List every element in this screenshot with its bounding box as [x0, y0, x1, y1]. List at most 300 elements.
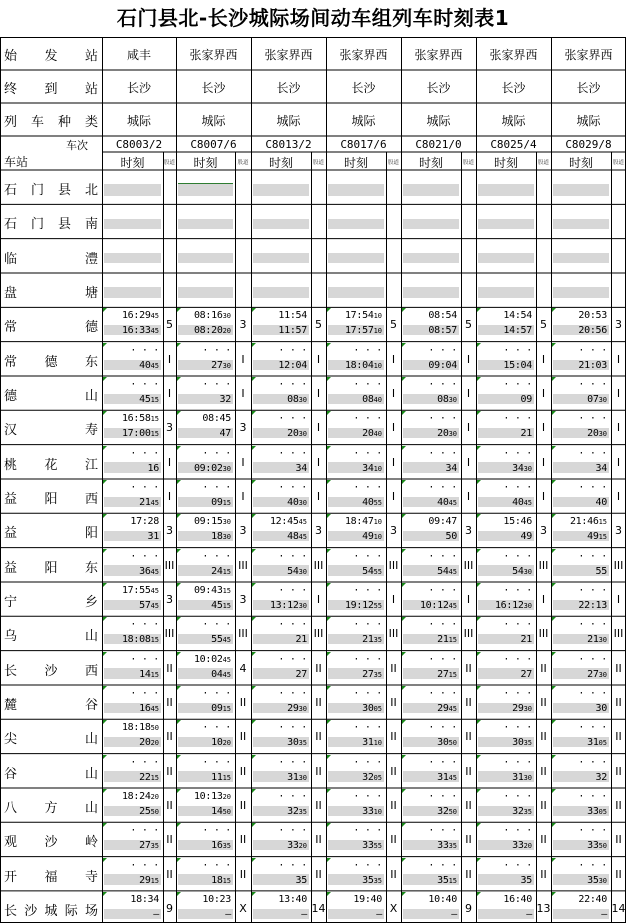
platform-number: 5 — [390, 318, 397, 332]
departure-time: — — [451, 908, 457, 920]
departure-seconds: 35 — [298, 807, 307, 816]
departure-seconds: 15 — [150, 636, 159, 645]
departure-time: 1450 — [211, 805, 231, 817]
arrival-time: · · · — [503, 687, 532, 699]
arrival-time: 08:1630 — [193, 310, 231, 322]
platform-number: I — [616, 489, 621, 503]
arrival-time: · · · — [202, 619, 231, 631]
arrival-time: · · · — [578, 619, 607, 631]
platform-number: I — [616, 421, 621, 435]
time-shade — [478, 287, 534, 297]
departure-time: 2020 — [139, 737, 159, 749]
station-char: 山 — [84, 800, 98, 816]
departure-time: 3235 — [287, 805, 307, 817]
departure-time: 2945 — [437, 702, 457, 714]
departure-time: — — [301, 908, 307, 920]
departure-time: 3320 — [287, 840, 307, 852]
station-char: 乡 — [84, 594, 98, 610]
departure-seconds: 45 — [150, 327, 159, 336]
time-shade — [478, 253, 534, 263]
departure-time: 2930 — [287, 702, 307, 714]
train-type-row-value: 城际 — [126, 114, 151, 128]
terminal-station-row-value: 长沙 — [276, 81, 301, 95]
departure-time: 2730 — [587, 668, 607, 680]
departure-seconds: 35 — [298, 739, 307, 748]
arrival-time: · · · — [353, 825, 382, 837]
departure-seconds: 50 — [448, 807, 457, 816]
train-type-row-value: 城际 — [351, 114, 376, 128]
platform-number: II — [465, 867, 472, 881]
departure-seconds: 15 — [448, 636, 457, 645]
platform-number: II — [390, 833, 397, 847]
station-char: 沙 — [44, 663, 58, 679]
station-char: 麓 — [4, 697, 18, 713]
platform-number: I — [541, 421, 546, 435]
arrival-time: · · · — [202, 481, 231, 493]
arrival-time: · · · — [130, 687, 159, 699]
platform-number: I — [316, 421, 321, 435]
time-shade — [253, 287, 309, 297]
platform-number: II — [465, 661, 472, 675]
station-char: 谷 — [84, 697, 98, 713]
terminal-station-row-value: 长沙 — [126, 81, 151, 95]
station-char: 岭 — [84, 835, 98, 851]
station-char: 寺 — [84, 869, 98, 885]
arrival-time: · · · — [278, 687, 307, 699]
station-name — [4, 557, 98, 576]
departure-seconds: 15 — [222, 567, 231, 576]
departure-seconds: 45 — [448, 567, 457, 576]
arrival-time: · · · — [578, 413, 607, 425]
platform-number: X — [389, 901, 398, 915]
platform-number: 3 — [315, 524, 322, 538]
label-char: 到 — [44, 82, 58, 97]
platform-number: I — [316, 386, 321, 400]
departure-seconds: 45 — [150, 361, 159, 370]
platform-number: III — [313, 627, 324, 641]
train-number: C8003/2 — [115, 138, 163, 151]
departure-seconds: 30 — [298, 704, 307, 713]
arrival-time: · · · — [503, 550, 532, 562]
departure-seconds: 05 — [373, 704, 382, 713]
departure-time: — — [153, 908, 159, 920]
station-char: 城 — [44, 903, 58, 919]
arrival-time: · · · — [130, 619, 159, 631]
arrival-seconds: 20 — [150, 792, 159, 801]
arrival-time: · · · — [130, 378, 159, 390]
station-char: 北 — [84, 183, 98, 198]
departure-seconds: 30 — [298, 395, 307, 404]
departure-time: 0730 — [587, 393, 607, 405]
station-name — [4, 763, 98, 782]
arrival-time: · · · — [428, 687, 457, 699]
station-name — [4, 866, 98, 885]
platform-number: II — [239, 833, 247, 847]
arrival-time: · · · — [353, 481, 382, 493]
departure-seconds: 30 — [222, 464, 231, 473]
platform-number: III — [164, 627, 175, 641]
arrival-time: · · · — [578, 859, 607, 871]
time-shade — [328, 219, 384, 229]
platform-number: III — [388, 627, 399, 641]
origin-station-row-value: 张家界西 — [414, 48, 463, 62]
arrival-time: · · · — [353, 653, 382, 665]
arrival-time: · · · — [278, 344, 307, 356]
arrival-time: · · · — [503, 825, 532, 837]
platform-number: II — [390, 661, 397, 675]
platform-number: 5 — [465, 318, 472, 332]
platform-number: II — [540, 661, 547, 675]
platform-number: II — [390, 764, 397, 778]
station-name — [4, 213, 98, 232]
departure-time: 31 — [147, 531, 159, 543]
arrival-time: · · · — [202, 447, 231, 459]
label-char: 站 — [84, 49, 98, 64]
time-shade — [104, 219, 161, 229]
time-shade — [178, 219, 233, 229]
arrival-time: 16:5815 — [121, 413, 159, 425]
arrival-seconds: 15 — [222, 586, 231, 595]
station-char: 门 — [30, 183, 44, 198]
arrival-time: · · · — [503, 722, 532, 734]
departure-seconds: 55 — [373, 498, 382, 507]
platform-number: II — [166, 695, 173, 709]
departure-time: 1020 — [211, 737, 231, 749]
departure-time: 1115 — [211, 771, 231, 783]
platform-number: II — [390, 695, 397, 709]
departure-time: 4515 — [211, 599, 231, 611]
arrival-time: · · · — [503, 790, 532, 802]
arrival-time: · · · — [578, 756, 607, 768]
departure-time: 08:2020 — [193, 325, 231, 337]
time-shade — [403, 253, 459, 263]
departure-time: 4910 — [362, 531, 382, 543]
departure-time: 32 — [595, 771, 607, 783]
departure-time: 08:57 — [428, 325, 457, 337]
station-name — [4, 282, 98, 301]
departure-time: 5445 — [437, 565, 457, 577]
departure-seconds: 55 — [373, 601, 382, 610]
arrival-time: · · · — [353, 447, 382, 459]
departure-seconds: 35 — [222, 842, 231, 851]
arrival-time: 16:2945 — [121, 310, 159, 322]
arrival-time: · · · — [428, 653, 457, 665]
arrival-seconds: 10 — [373, 312, 382, 321]
departure-time: 13:1230 — [269, 599, 307, 611]
departure-seconds: 45 — [150, 601, 159, 610]
departure-time: 2730 — [211, 359, 231, 371]
departure-time: 3350 — [587, 840, 607, 852]
departure-time: 30 — [595, 702, 607, 714]
platform-number: 9 — [465, 901, 472, 915]
arrival-time: 19:40 — [353, 893, 382, 905]
time-shade — [104, 287, 161, 297]
arrival-seconds: 45 — [150, 312, 159, 321]
departure-time: 3035 — [512, 737, 532, 749]
train-number: C8017/6 — [340, 138, 387, 151]
arrival-seconds: 45 — [298, 518, 307, 527]
station-char: 汉 — [4, 423, 18, 439]
arrival-time: · · · — [278, 619, 307, 631]
arrival-time: 18:1850 — [121, 722, 159, 734]
departure-seconds: 30 — [598, 395, 607, 404]
platform-number: II — [166, 798, 173, 812]
arrival-seconds: 30 — [222, 518, 231, 527]
departure-time: 1415 — [139, 668, 159, 680]
arrival-time: · · · — [353, 344, 382, 356]
platform-number: 5 — [166, 318, 173, 332]
arrival-seconds: 15 — [598, 518, 607, 527]
departure-time: 3035 — [287, 737, 307, 749]
platform-number: II — [540, 764, 547, 778]
platform-number: 14 — [311, 901, 326, 915]
departure-time: 49 — [520, 531, 532, 543]
time-header: 时刻 — [120, 156, 145, 170]
station-char: 沙 — [24, 903, 38, 919]
departure-seconds: 05 — [598, 739, 607, 748]
departure-time: 3250 — [437, 805, 457, 817]
departure-seconds: 35 — [373, 670, 382, 679]
platform-number: I — [241, 489, 245, 503]
platform-number: I — [466, 592, 471, 606]
origin-station-row-value: 张家界西 — [339, 48, 388, 62]
station-char: 常 — [4, 320, 18, 336]
platform-number: II — [315, 730, 322, 744]
departure-seconds: 15 — [150, 773, 159, 782]
arrival-seconds: 45 — [222, 655, 231, 664]
arrival-seconds: 15 — [150, 415, 159, 424]
label-char: 终 — [4, 82, 18, 97]
station-char: 西 — [84, 491, 98, 507]
arrival-time: · · · — [278, 413, 307, 425]
platform-number: II — [540, 730, 547, 744]
arrival-time: · · · — [578, 378, 607, 390]
platform-number: II — [615, 764, 622, 778]
departure-seconds: 30 — [448, 395, 457, 404]
departure-seconds: 45 — [150, 704, 159, 713]
arrival-time: · · · — [278, 584, 307, 596]
arrival-time: · · · — [503, 413, 532, 425]
arrival-time: · · · — [428, 550, 457, 562]
label-char: 发 — [44, 49, 58, 64]
departure-time: 3205 — [362, 771, 382, 783]
platform-number: III — [463, 627, 474, 641]
departure-time: 3515 — [437, 874, 457, 886]
label-char: 列 — [4, 115, 18, 130]
platform-number: II — [615, 867, 622, 881]
departure-seconds: 45 — [150, 567, 159, 576]
time-header: 时刻 — [568, 156, 593, 170]
departure-seconds: 30 — [598, 670, 607, 679]
platform-number: III — [238, 558, 248, 572]
origin-station-row-value: 张家界西 — [489, 48, 538, 62]
time-shade — [104, 184, 161, 196]
platform-number: 3 — [239, 524, 247, 538]
train-number: C8021/0 — [415, 138, 462, 151]
origin-station-row-label — [4, 45, 98, 64]
departure-seconds: 30 — [598, 430, 607, 439]
station-header-label: 车站 — [4, 155, 29, 169]
arrival-time: · · · — [353, 378, 382, 390]
platform-number: II — [315, 764, 322, 778]
arrival-time: · · · — [353, 413, 382, 425]
departure-time: 3530 — [587, 874, 607, 886]
departure-time: 3320 — [512, 840, 532, 852]
platform-number: III — [313, 558, 324, 572]
station-name — [4, 797, 98, 816]
station-char: 八 — [4, 800, 18, 816]
station-char: 沙 — [44, 835, 58, 851]
platform-number: II — [615, 695, 622, 709]
arrival-time: · · · — [428, 378, 457, 390]
platform-number: 3 — [239, 421, 247, 435]
time-shade — [553, 253, 609, 263]
departure-time: 0830 — [437, 393, 457, 405]
platform-number: II — [465, 764, 472, 778]
departure-time: 5455 — [362, 565, 382, 577]
station-char: 东 — [84, 354, 98, 370]
platform-number: I — [466, 386, 471, 400]
departure-seconds: 30 — [222, 361, 231, 370]
station-char: 宁 — [4, 594, 18, 610]
departure-seconds: 50 — [598, 842, 607, 851]
departure-time: 4915 — [587, 531, 607, 543]
station-char: 西 — [84, 663, 98, 679]
arrival-time: · · · — [578, 687, 607, 699]
departure-seconds: 10 — [373, 807, 382, 816]
origin-station-row-value: 张家界西 — [189, 48, 238, 62]
platform-number: II — [390, 730, 397, 744]
arrival-seconds: 10 — [373, 518, 382, 527]
platform-number: I — [466, 489, 471, 503]
departure-time: 2215 — [139, 771, 159, 783]
departure-seconds: 30 — [523, 567, 532, 576]
arrival-time: · · · — [202, 756, 231, 768]
time-shade — [253, 253, 309, 263]
arrival-time: · · · — [202, 550, 231, 562]
station-char: 德 — [4, 388, 18, 404]
platform-number: II — [239, 867, 247, 881]
platform-header: 股道 — [163, 160, 175, 166]
platform-number: II — [465, 695, 472, 709]
platform-number: II — [239, 695, 247, 709]
time-shade — [553, 184, 609, 196]
station-name — [4, 522, 98, 541]
station-name — [4, 248, 98, 267]
departure-seconds: 30 — [598, 636, 607, 645]
arrival-time: 09:1530 — [193, 516, 231, 528]
departure-seconds: 10 — [373, 361, 382, 370]
departure-time: 3105 — [587, 737, 607, 749]
station-char: 南 — [84, 217, 98, 233]
arrival-seconds: 20 — [222, 792, 231, 801]
departure-seconds: 45 — [448, 498, 457, 507]
departure-time: 55 — [595, 565, 607, 577]
departure-seconds: 05 — [373, 773, 382, 782]
station-char: 开 — [4, 869, 18, 885]
departure-seconds: 35 — [373, 636, 382, 645]
departure-time: 2715 — [437, 668, 457, 680]
platform-number: I — [241, 352, 245, 366]
departure-time: 2415 — [211, 565, 231, 577]
arrival-time: · · · — [428, 756, 457, 768]
departure-time: 16 — [147, 462, 159, 474]
departure-seconds: 20 — [523, 842, 532, 851]
departure-time: 1815 — [211, 874, 231, 886]
platform-number: I — [391, 386, 396, 400]
train-number: C8029/8 — [565, 138, 612, 151]
arrival-time: · · · — [428, 413, 457, 425]
arrival-time: 09:47 — [428, 516, 457, 528]
time-shade — [403, 219, 459, 229]
platform-number: 3 — [540, 524, 547, 538]
station-char: 山 — [84, 732, 98, 748]
label-char: 类 — [84, 115, 98, 130]
departure-time: 10:1245 — [419, 599, 457, 611]
departure-time: 5430 — [287, 565, 307, 577]
departure-seconds: 15 — [222, 773, 231, 782]
arrival-time: · · · — [130, 344, 159, 356]
origin-station-row-value: 咸丰 — [126, 48, 151, 62]
arrival-time: · · · — [353, 584, 382, 596]
platform-number: I — [316, 455, 321, 469]
departure-time: 0830 — [287, 393, 307, 405]
departure-seconds: 30 — [523, 704, 532, 713]
arrival-time: · · · — [278, 481, 307, 493]
platform-number: II — [465, 730, 472, 744]
platform-number: II — [239, 798, 247, 812]
departure-seconds: 45 — [448, 773, 457, 782]
platform-number: I — [391, 421, 396, 435]
platform-header: 股道 — [462, 160, 474, 166]
station-char: 德 — [44, 354, 58, 370]
label-char: 始 — [4, 49, 18, 64]
departure-time: 15:04 — [503, 359, 532, 371]
departure-seconds: 20 — [222, 739, 231, 748]
arrival-time: · · · — [428, 447, 457, 459]
platform-number: II — [315, 867, 322, 881]
arrival-time: · · · — [278, 790, 307, 802]
departure-seconds: 30 — [523, 773, 532, 782]
time-shade — [328, 287, 384, 297]
departure-time: 09:04 — [428, 359, 457, 371]
departure-seconds: 15 — [222, 601, 231, 610]
train-type-row-value: 城际 — [501, 114, 526, 128]
departure-time: 18:0815 — [121, 634, 159, 646]
departure-time: 2115 — [437, 634, 457, 646]
arrival-time: 17:5410 — [344, 310, 382, 322]
time-shade — [253, 184, 309, 196]
arrival-time: 18:4710 — [344, 516, 382, 528]
station-char: 福 — [44, 869, 58, 885]
platform-number: II — [315, 661, 322, 675]
arrival-seconds: 30 — [222, 312, 231, 321]
arrival-time: · · · — [428, 619, 457, 631]
station-char: 观 — [4, 835, 18, 851]
platform-number: I — [316, 592, 321, 606]
departure-time: 2550 — [139, 805, 159, 817]
platform-number: II — [166, 833, 173, 847]
arrival-time: · · · — [428, 859, 457, 871]
arrival-time: 11:54 — [278, 310, 307, 322]
departure-time: 2135 — [362, 634, 382, 646]
arrival-time: 20:53 — [578, 310, 607, 322]
time-header: 时刻 — [343, 156, 368, 170]
departure-time: 2735 — [362, 668, 382, 680]
arrival-time: · · · — [503, 584, 532, 596]
arrival-time: · · · — [353, 687, 382, 699]
departure-time: 21:03 — [578, 359, 607, 371]
